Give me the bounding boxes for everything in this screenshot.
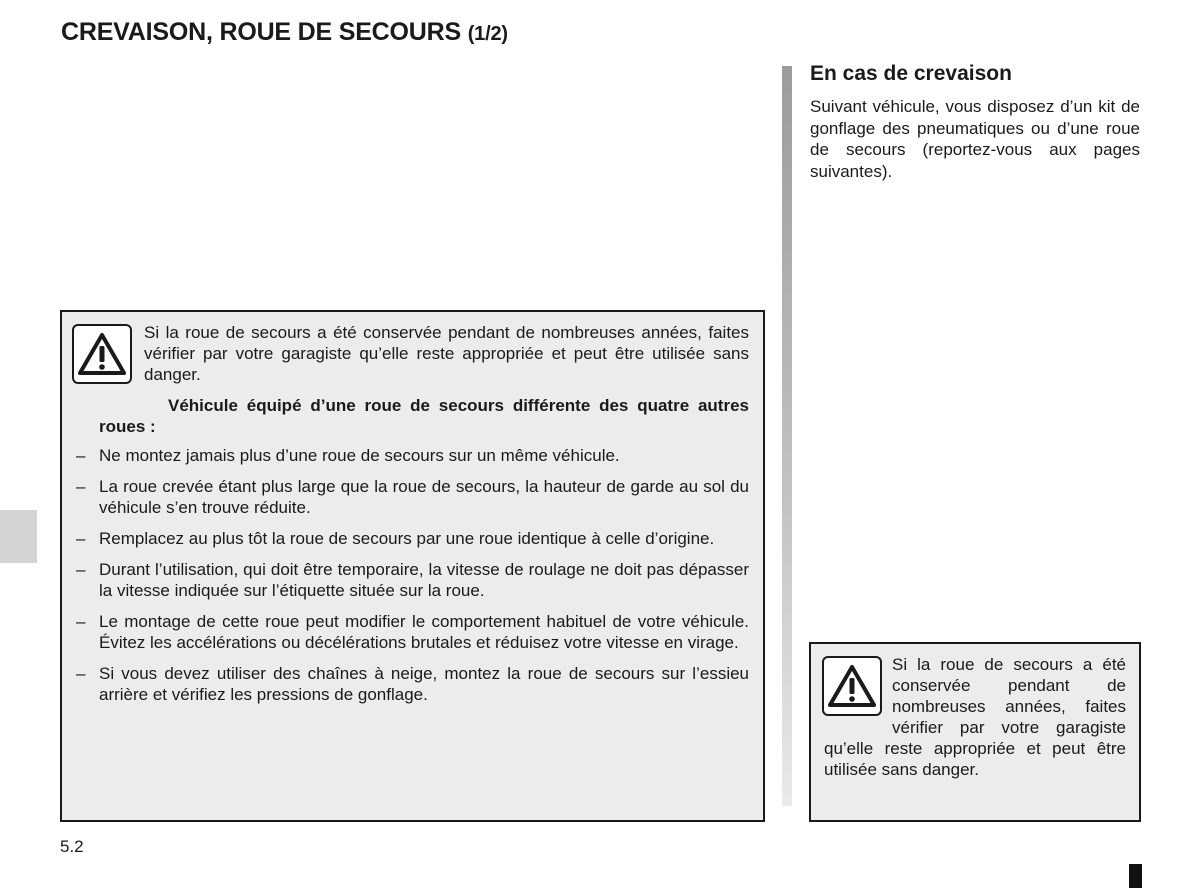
page-title-text: CREVAISON, ROUE DE SECOURS	[61, 18, 461, 46]
column-divider	[782, 66, 792, 806]
list-dash: –	[76, 477, 86, 496]
chapter-tab	[0, 510, 37, 563]
list-item-text: Durant l’utilisation, qui doit être temporaire, la vitesse de roulage ne doit pas dépasser la vitesse indiquée sur l’étiquette située sur la roue.	[99, 560, 749, 600]
list-item-text: Remplacez au plus tôt la roue de secours par une roue identique à celle d’origine.	[99, 529, 715, 548]
warning-intro: Si la roue de secours a été conservée pendant de nombreuses années, faites vérifier par votre garagiste qu’elle reste appropriée et peut être utilisée sans danger.	[144, 323, 749, 384]
list-dash: –	[76, 612, 86, 631]
page-number: 5.2	[60, 837, 84, 856]
warning-side-text: Si la roue de secours a été conservée pendant de nombreuses années, faites vérifier par votre garagiste qu’elle reste appropriée et peut être utilisée sans danger.	[824, 655, 1126, 779]
list-item	[76, 559, 749, 601]
list-item	[76, 445, 749, 466]
list-dash: –	[76, 560, 86, 579]
section-body: Suivant véhicule, vous disposez d’un kit de gonflage des pneumatiques ou d’une roue de secours (reportez-vous aux pages suivantes).	[810, 97, 1140, 181]
warning-box-side	[809, 642, 1141, 822]
list-dash: –	[76, 529, 86, 548]
list-item	[76, 611, 749, 653]
list-dash: –	[76, 446, 86, 465]
list-item-text: Ne montez jamais plus d’une roue de secours sur un même véhicule.	[99, 446, 620, 465]
list-item-text: Le montage de cette roue peut modifier le comportement habituel de votre véhicule. Évitez les accélérations ou décélérations brutales et réduisez votre vitesse en virage.	[99, 612, 749, 652]
warning-list	[76, 445, 749, 705]
warning-triangle-icon	[822, 656, 882, 716]
section-heading: En cas de crevaison	[810, 62, 1012, 85]
list-item	[76, 663, 749, 705]
warning-box-main	[60, 310, 765, 822]
list-dash: –	[76, 664, 86, 683]
warning-subheading: Véhicule équipé d’une roue de secours différente des quatre autres roues :	[99, 396, 749, 436]
page-title	[61, 18, 508, 47]
list-item-text: Si vous devez utiliser des chaînes à neige, montez la roue de secours sur l’essieu arrière et vérifiez les pressions de gonflage.	[99, 664, 749, 704]
list-item	[76, 476, 749, 518]
list-item	[76, 528, 749, 549]
corner-mark	[1129, 864, 1142, 888]
page-title-part: (1/2)	[467, 23, 508, 45]
warning-triangle-icon	[72, 324, 132, 384]
list-item-text: La roue crevée étant plus large que la roue de secours, la hauteur de garde au sol du véhicule s’en trouve réduite.	[99, 477, 749, 517]
